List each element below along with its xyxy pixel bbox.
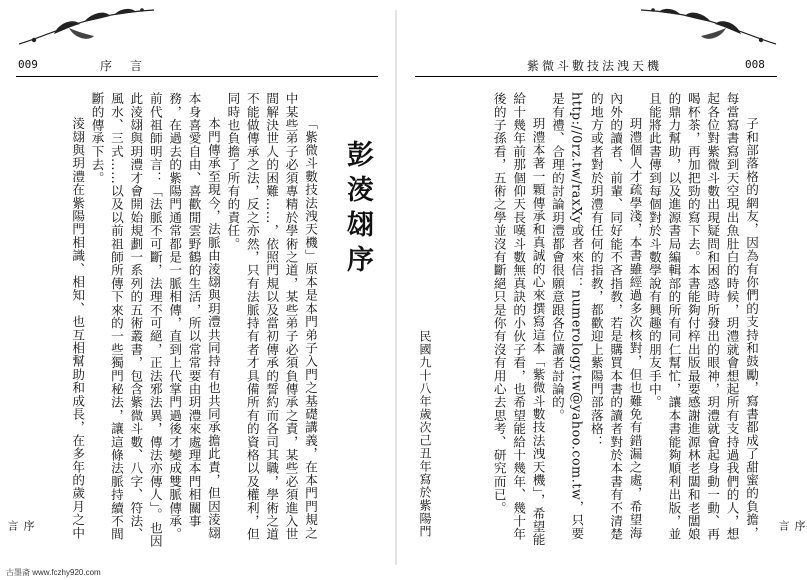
left-page — [0, 0, 396, 565]
paragraph: 「紫微斗數技法洩天機」原本是本門弟子入門之基礎講義，在本門門規之中某些弟子必須專精於學術之道，某些弟子必須負傳承之責，某些必須進入世間解決世人的困難……，依照門規以及當初傳承的誓約而各司其職，學術之道不能做傳承之法，反之亦然，只有法脈持有者才具備所有的資格以及權利，但同時也負擔了所有的責任。 — [225, 92, 318, 541]
side-label: 序言 — [6, 520, 35, 545]
right-body-text — [445, 92, 761, 552]
paragraph: 淩翃與玥澧在紫陽門相識、相知、也互相幫助和成長，在多年的歲月之中 — [70, 117, 86, 540]
page-number: 009 — [18, 58, 38, 71]
page-title: 彭淩翃序 — [342, 140, 373, 280]
floral-ornament-icon — [14, 4, 164, 54]
running-head: 序 言 — [100, 59, 146, 73]
footer-watermark: 古墨斋 www.fczhy920.com — [6, 568, 101, 577]
header-rule — [415, 76, 777, 77]
header-rule — [16, 76, 378, 77]
signoff: 民國九十八年歲次己丑年寫於紫陽門 — [418, 330, 432, 538]
side-label: 序言 — [777, 520, 806, 545]
floral-ornament-icon — [631, 4, 781, 54]
right-page — [397, 0, 806, 565]
paragraph: 玥澧本著一顆傳承和真誠的心來撰寫這本「紫微斗數技法洩天機」，希望能給十幾年前那個仰天長嘆斗數無真訣的小伙子看，也希望能給十幾年、幾十年後的子孫看，五術之學並沒有斷絕只是你有沒有用心去思考、研究而已。 — [491, 92, 546, 547]
left-body-text — [14, 92, 320, 552]
page-number: 008 — [745, 58, 765, 71]
paragraph: 玥澧個人才疏學淺，本書雖經過多次核對，但也難免有錯漏之處，希望海內外的讀者、前輩、同好能不吝指教，若是購買本書的讀者對於本書有不清楚的地方或者對於玥澧有任何的指教，都歡迎上紫陽門部落格：http://0rz.tw/raxXy或者來信：numerology.tw@yahoo.com.tw，只要是有禮、合理的討論玥澧都會很願意跟各位讀者討論的。 — [549, 92, 643, 541]
paragraph: 子和部落格的網友，因為有你們的支持和鼓勵，寫書都成了甜蜜的負擔，每當寫書寫到天空現出魚肚白的時候，玥澧就會想起所有支持過我們的人，想起各位對紫微斗數出現疑問和困惑時所發出的眼神，玥澧就會起身動一動、再喝杯茶，再加把勁的寫下去。本書能夠付梓出版最要感謝進源林老闆和老闆娘的鼎力幫助，以及進源書局編輯部的所有同仁幫忙，讓本書能夠順利出版，並且能將此書傳到每個對於斗數學說有興趣的朋友手中。 — [646, 92, 759, 541]
running-head: 紫微斗數技法洩天機 — [527, 59, 663, 73]
paragraph: 本門傳承至現今，法脈由淩翃與玥澧共同持有也共同承擔此責，但因淩翃本身喜愛自由、喜歡閒雲野鶴的生活，所以常常要由玥澧來處理本門相關事務，在過去的紫陽門通常都是一脈相傳，直到上代掌門過後才變成雙脈傳承。前代祖師明言：「法脈不可斷，法理不可絕，正法邪法異，傳法亦傳人」。也因此淩翃與玥澧才會開始規劃一系列的五術叢書，包含紫微斗數、八字、符法、風水、三式……以及以前祖師所傳下來的一些獨門秘法，讓這條法脈持續不間斷的傳承下去。 — [89, 92, 221, 548]
